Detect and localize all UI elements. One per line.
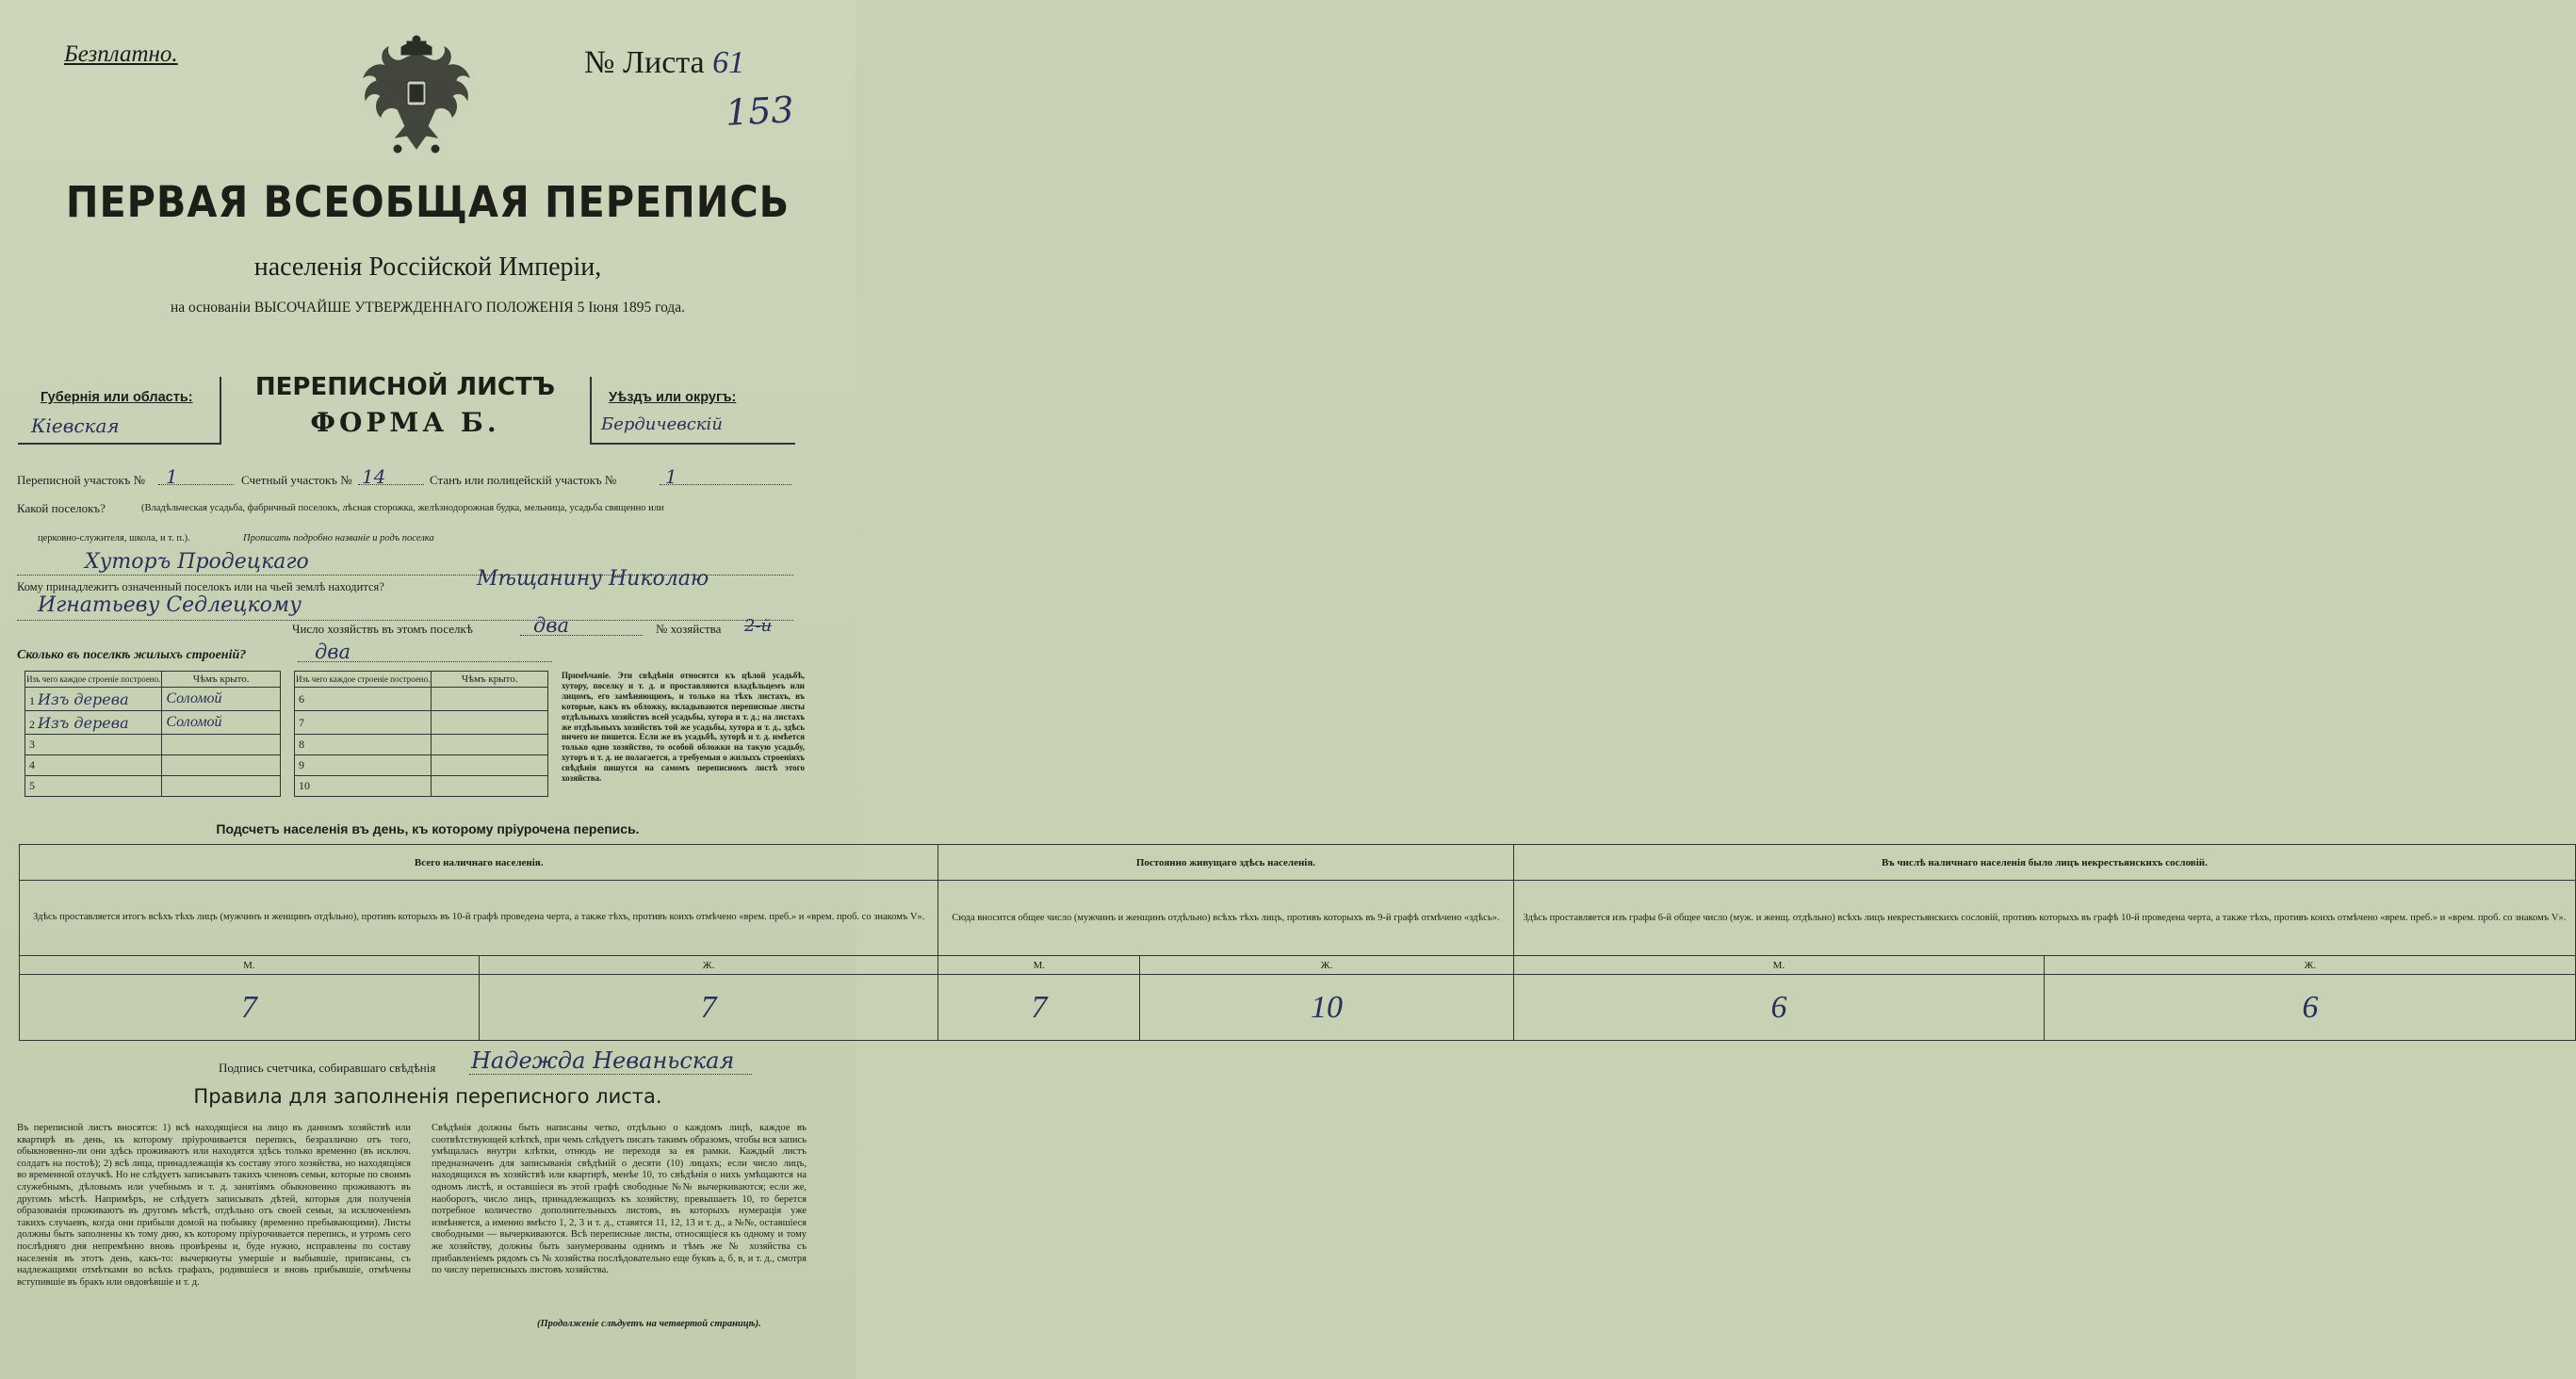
count-district-label: Счетный участокъ №: [241, 473, 352, 487]
table-row: [295, 711, 548, 735]
settlement-hint: (Владѣльческая усадьба, фабричный поселокъ, лѣсная сторожка, желѣзнодорожная будка, мельница, усадьба священно или: [141, 503, 664, 513]
table-row: [25, 776, 281, 797]
note-text: Примѣчаніе. Эти свѣдѣнія относятся къ цѣлой усадьбѣ, хутору, поселку и т. д. и проставляются владѣльцемъ или лицомъ, его замѣняющимъ, и только на тѣхъ листахъ, въ которые, какъ въ обложку, вкладываются переписные листы отдѣльныхъ хозяйствъ всей усадьбы, хутора и т. д.; на листахъ же отдѣльныхъ хозяйствъ той же усадьбы, хутора и т. д., здѣсь ничего не пишется. Если же въ усадьбѣ, хуторѣ и т. д. имѣется только одно хозяйство, то особой обложки на такую усадьбу, хуторъ и т. д. не полагается, а требуемыя о жилыхъ строеніяхъ свѣдѣнія пишутся на самомъ переписномъ листѣ этого хозяйства.: [562, 671, 805, 784]
row-number: 9: [295, 755, 432, 776]
row-number: 4: [29, 758, 35, 771]
buildings-value: два: [315, 641, 351, 663]
population-count-table: [19, 844, 2576, 1041]
row-number: 6: [295, 688, 432, 711]
resident-female-value: 10: [1140, 975, 1513, 1041]
male-header: М.: [20, 956, 480, 975]
signature-label: Подпись счетчика, собиравшаго свѣдѣнія: [219, 1061, 436, 1075]
permanent-resident-header: Постоянно живущаго здѣсь населенія.: [938, 845, 1513, 881]
sheet-number: [584, 45, 744, 81]
household-number-label: № хозяйства: [656, 622, 722, 636]
owner-question: Кому принадлежитъ означенный поселокъ или на чьей землѣ находится?: [17, 580, 384, 593]
roof-header: Чѣмъ крыто.: [432, 672, 548, 688]
province-box: [18, 377, 221, 445]
settlement-question: Какой поселокъ?: [17, 501, 106, 515]
non-peasant-male-value: 6: [1513, 975, 2045, 1041]
non-peasant-header: Въ числѣ наличнаго населенія было лицъ некрестьянскихъ сословій.: [1513, 845, 2576, 881]
material-header: Изъ чего каждое строеніе построено.: [25, 672, 162, 688]
rules-left-text: Въ переписной листъ вносятся: 1) всѣ находящіеся на лицо въ данномъ хозяйствѣ или квартирѣ въ день, къ которому пріурочивается перепись, безразлично отъ того, обыкновенно-ли они здѣсь проживаютъ или находятся здѣсь только временно (въ исключ. солдатъ на постоѣ); 2) всѣ лица, принадлежащія къ составу этого хозяйства, но находящіяся во временной отлучкѣ. Но не слѣдуетъ записывать такихъ членовъ семьи, которые по своимъ служебнымъ, дѣловымъ или учебнымъ и т. д. занятіямъ обыкновенно проживаютъ въ другомъ мѣстѣ. Напримѣръ, не слѣдуетъ записывать дѣтей, которыя для полученія образованія проживаютъ въ другомъ мѣстѣ, отдѣльно отъ своей семьи, за исключеніемъ такихъ случаевъ, когда они прибыли домой на побывку (временно пребывающими). Листы должны быть заполнены къ тому дню, къ которому пріурочивается перепись, и утромъ сего послѣдняго дня непремѣнно вновь провѣрены и, буде нужно, исправлены по составу населенія въ этотъ день, какъ-то: вычеркнуты умершіе и выбывшіе, приписаны, съ надлежащими отмѣтками во всѣхъ графахъ, родившіеся и вновь прибывшіе, отмѣчены вступившіе въ бракъ или овдовѣвшіе и т. д.: [17, 1123, 411, 1288]
sheet-number-value: 61: [712, 45, 745, 80]
row-number: 1: [29, 693, 35, 707]
row-number: 7: [295, 711, 432, 735]
count-district-value: 14: [362, 465, 386, 488]
material-cell: Изъ дерева: [38, 690, 129, 708]
district-box: [590, 377, 795, 445]
district-label: Уѣздъ или округъ:: [609, 390, 737, 405]
female-header: Ж.: [479, 956, 938, 975]
male-header: М.: [1513, 956, 2045, 975]
page-title: ПЕРВАЯ ВСЕОБЩАЯ ПЕРЕПИСЬ: [65, 177, 791, 227]
table-row: [295, 755, 548, 776]
archive-number: 153: [724, 89, 795, 134]
roof-header: Чѣмъ крыто.: [162, 672, 281, 688]
form-heading: ПЕРЕПИСНОЙ ЛИСТЪ: [254, 373, 556, 401]
census-district-value: 1: [166, 465, 178, 488]
row-number: 5: [29, 779, 35, 792]
material-cell: Изъ дерева: [38, 713, 129, 732]
table-row: [25, 711, 281, 735]
total-present-desc: Здѣсь проставляется итогъ всѣхъ тѣхъ лицъ (мужчинъ и женщинъ отдѣльно), противъ которыхъ въ 10-й графѣ проведена черта, а также тѣхъ, противъ коихъ отмѣчено «врем. преб.» и «врем. проб. со знакомъ V».: [20, 881, 938, 956]
row-number: 2: [29, 717, 35, 731]
total-male-value: 7: [20, 975, 480, 1041]
table-row: [295, 735, 548, 755]
province-value: Кіевская: [31, 414, 120, 437]
settlement-hint-3: Прописать подробно названіе и родъ поселка: [243, 533, 434, 543]
owner-value-1: Мѣщанину Николаю: [477, 567, 709, 591]
census-district-label: Переписной участокъ №: [17, 473, 146, 487]
page-subtitle: населенія Россійской Имперіи,: [253, 252, 602, 282]
household-number-value: 2-й: [744, 616, 773, 636]
double-headed-eagle-icon: [360, 34, 473, 165]
total-female-value: 7: [479, 975, 938, 1041]
households-value: два: [533, 614, 570, 637]
table-row: [25, 688, 281, 711]
row-number: 3: [29, 738, 35, 751]
table-row: [25, 755, 281, 776]
female-header: Ж.: [2045, 956, 2576, 975]
non-peasant-female-value: 6: [2045, 975, 2576, 1041]
page-subtitle-basis: на основаніи ВЫСОЧАЙШЕ УТВЕРЖДЕННАГО ПОЛОЖЕНІЯ 5 Іюня 1895 года.: [170, 300, 686, 316]
female-header: Ж.: [1140, 956, 1513, 975]
row-number: 10: [295, 776, 432, 797]
free-of-charge-label: Безплатно.: [64, 41, 178, 67]
non-peasant-desc: Здѣсь проставляется изъ графы 6-й общее число (муж. и женщ. отдѣльно) всѣхъ лицъ некрестьянскихъ сословій, противъ которыхъ въ графѣ 10-й проведена черта, а также тѣхъ, противъ коихъ отмѣчено «врем. преб.» и «врем. проб. со знакомъ V».: [1513, 881, 2576, 956]
stan-value: 1: [665, 465, 677, 488]
total-present-header: Всего наличнаго населенія.: [20, 845, 938, 881]
material-header: Изъ чего каждое строеніе построено.: [295, 672, 432, 688]
table-row: [25, 735, 281, 755]
resident-male-value: 7: [938, 975, 1140, 1041]
households-label: Число хозяйствъ въ этомъ поселкѣ: [292, 622, 473, 636]
signature-value: Надежда Неваньская: [471, 1047, 735, 1074]
male-header: М.: [938, 956, 1140, 975]
roof-cell: Соломой: [162, 688, 281, 711]
buildings-table-left: [24, 671, 281, 797]
buildings-table-right: [294, 671, 548, 797]
table-row: [295, 688, 548, 711]
sheet-number-label: № Листа: [584, 45, 705, 80]
rules-right-text: Свѣдѣнія должны быть написаны четко, отдѣльно о каждомъ лицѣ, каждое въ соотвѣтствующей клѣткѣ, при чемъ слѣдуетъ писать такимъ образомъ, чтобы вся запись умѣщалась внутри клѣтки, отнюдь не переходя за ея рамки. Каждый листъ предназначенъ для записыванія свѣдѣній о десяти (10) лицахъ; если число лицъ, находящихся въ хозяйствѣ или квартирѣ, менѣе 10, то свѣдѣнія о нихъ умѣщаются на одномъ листѣ, и оставшіеся въ этой графѣ свободные №№ вычеркиваются; если же, наоборотъ, число лицъ, принадлежащихъ къ хозяйству, превышаетъ 10, то берется потребное количество дополнительныхъ листовъ, въ которыхъ нумерація уже измѣняется, а именно вмѣсто 1, 2, 3 и т. д., ставятся 11, 12, 13 и т. д., а №№, оставшіеся свободными — вычеркиваются. Всѣ переписные листы, относящіеся къ одному и тому же хозяйству, должны быть занумерованы однимъ и тѣмъ же № хозяйства съ прибавленіемъ рядомъ съ № хозяйства послѣдовательно еще буквъ а, б, в, и т. д., смотря по числу переписныхъ листовъ хозяйства.: [432, 1123, 807, 1276]
table-row: [295, 776, 548, 797]
count-title: Подсчетъ населенія въ день, къ которому пріурочена перепись.: [216, 821, 640, 836]
form-type: ФОРМА Б.: [310, 407, 500, 438]
province-label: Губернія или область:: [41, 390, 193, 405]
rules-continued: (Продолженіе слѣдуетъ на четвертой страницѣ).: [537, 1319, 761, 1329]
permanent-resident-desc: Сюда вносится общее число (мужчинъ и женщинъ отдѣльно) всѣхъ тѣхъ лицъ, противъ которыхъ въ 9-й графѣ отмѣчено «здѣсь».: [938, 881, 1513, 956]
owner-value-2: Игнатьеву Седлецкому: [38, 593, 302, 617]
district-value: Бердичевскій: [601, 414, 723, 434]
rules-title: Правила для заполненія переписного листа.: [193, 1085, 662, 1108]
settlement-value: Хуторъ Продецкаго: [85, 550, 309, 574]
roof-cell: Соломой: [162, 711, 281, 735]
stan-label: Станъ или полицейскій участокъ №: [430, 473, 617, 487]
settlement-hint-2: церковно-служителя, школа, и т. п.).: [38, 533, 190, 543]
buildings-label: Сколько въ поселкѣ жилыхъ строеній?: [17, 648, 247, 662]
row-number: 8: [295, 735, 432, 755]
